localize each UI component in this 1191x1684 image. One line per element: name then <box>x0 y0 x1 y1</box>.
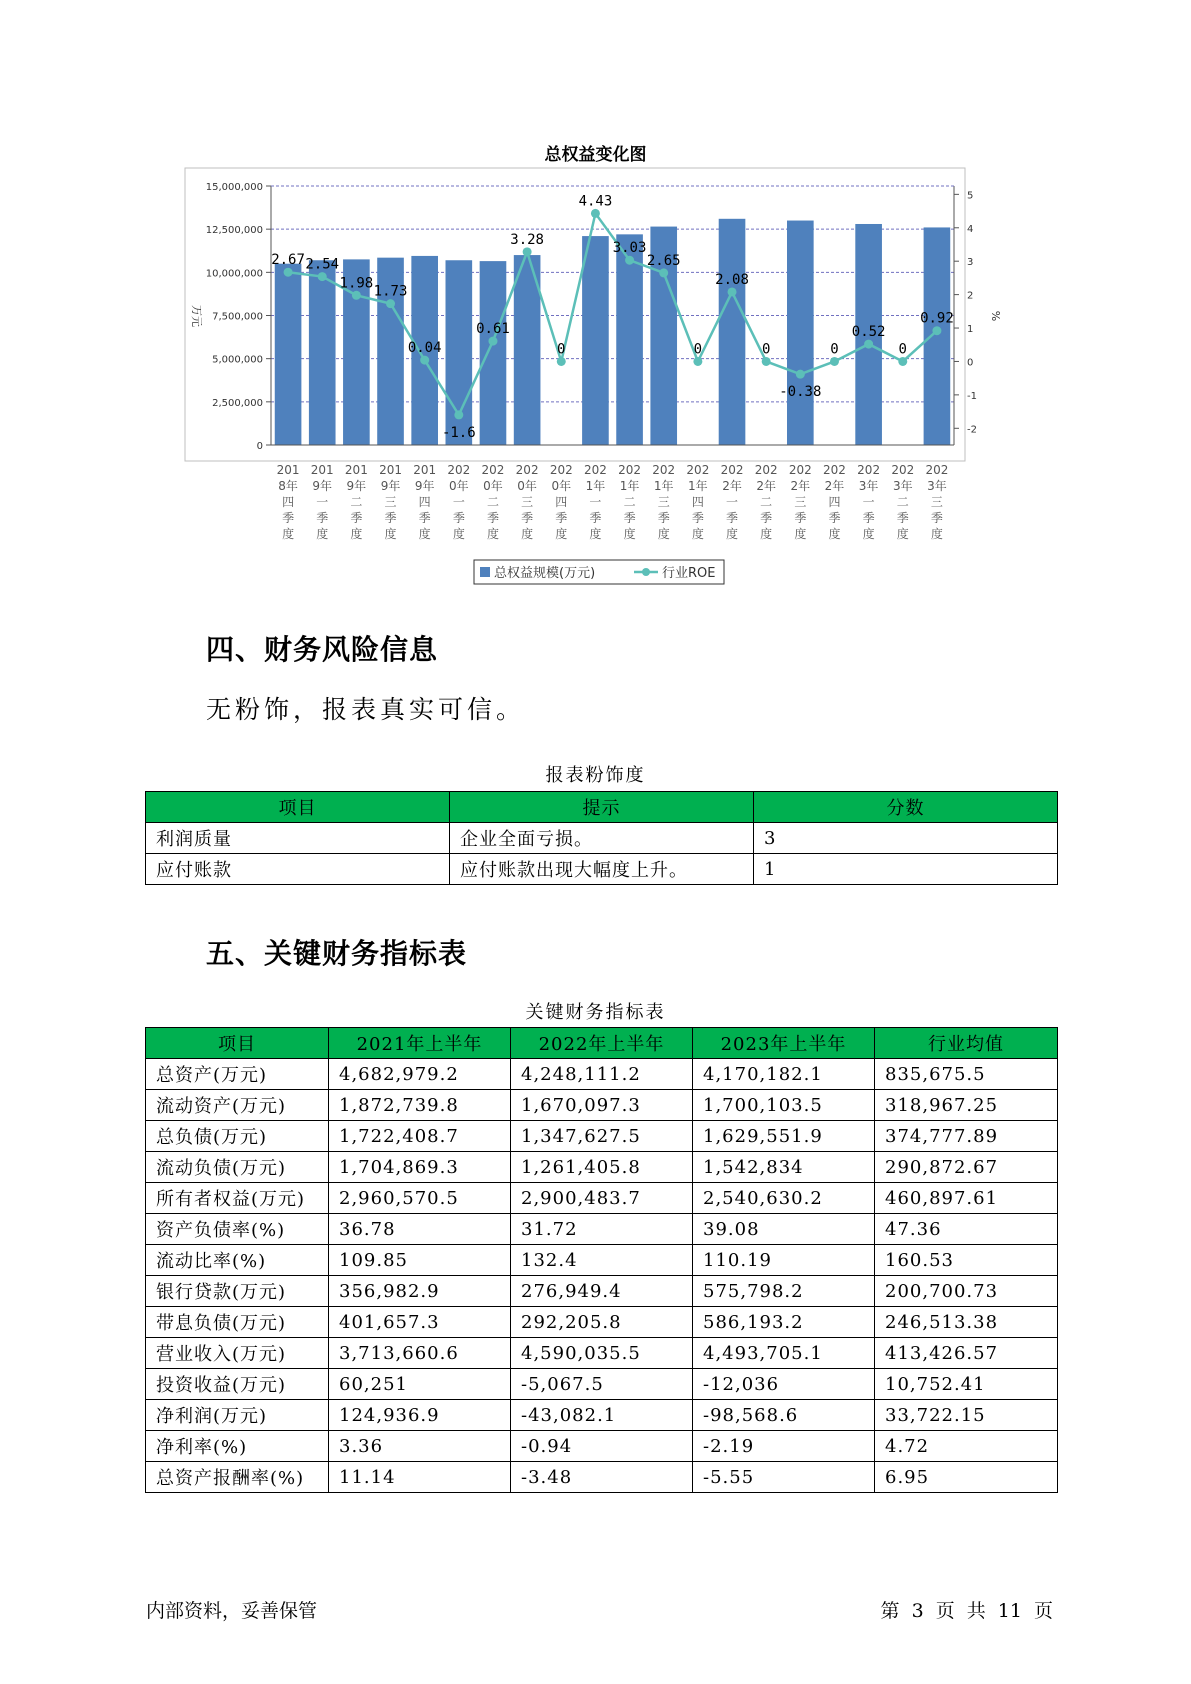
header-cell: 行业均值 <box>875 1028 1058 1059</box>
roe-data-label: 0.92 <box>920 310 954 327</box>
x-tick-label: 0年 <box>483 479 503 493</box>
y-tick-label: 7,500,000 <box>212 311 263 323</box>
x-tick-label: 二 <box>623 495 636 509</box>
x-tick-label: 季 <box>282 511 295 525</box>
bar <box>309 260 336 445</box>
x-tick-label: 度 <box>623 527 636 541</box>
roe-point <box>352 291 361 300</box>
x-tick-label: 度 <box>760 527 773 541</box>
table-cell: 401,657.3 <box>329 1307 511 1338</box>
x-tick-label: 3年 <box>892 479 913 493</box>
section-5-heading: 五、关键财务指标表 <box>206 937 468 970</box>
x-tick-label: 季 <box>930 511 943 525</box>
x-tick-label: 四 <box>418 495 431 509</box>
x-tick-label: 二 <box>760 495 773 509</box>
table-cell: 36.78 <box>329 1214 511 1245</box>
x-tick-label: 1年 <box>688 479 708 493</box>
x-tick-label: 度 <box>282 527 295 541</box>
table-row <box>146 1431 1058 1462</box>
table-row <box>146 1245 1058 1276</box>
x-tick-label: 202 <box>891 463 915 477</box>
roe-data-label: 2.54 <box>305 256 340 273</box>
table-cell: 净利润(万元) <box>146 1400 329 1431</box>
x-tick-label: 一 <box>589 495 602 509</box>
bar <box>480 261 507 445</box>
table-cell: 带息负债(万元) <box>146 1307 329 1338</box>
x-tick-label: 度 <box>828 527 841 541</box>
table-cell: -0.94 <box>511 1431 693 1462</box>
table-row <box>146 1214 1058 1245</box>
y2-tick-label: 3 <box>967 257 974 269</box>
x-tick-label: 1年 <box>653 479 674 493</box>
roe-data-label: 0.61 <box>476 321 510 338</box>
x-tick-label: 202 <box>686 463 710 477</box>
roe-point <box>932 326 941 335</box>
roe-point <box>625 256 634 265</box>
table-cell: 2,960,570.5 <box>329 1183 511 1214</box>
x-tick-label: 度 <box>418 527 431 541</box>
roe-point <box>523 247 532 256</box>
x-tick-label: 2年 <box>722 479 742 493</box>
table-cell: 4,170,182.1 <box>693 1059 875 1090</box>
table-cell: 110.19 <box>693 1245 875 1276</box>
table-cell: 3.36 <box>329 1431 511 1462</box>
table-cell: 1,670,097.3 <box>511 1090 693 1121</box>
table-cell: 1,704,869.3 <box>329 1152 511 1183</box>
table-cell: 160.53 <box>875 1245 1058 1276</box>
roe-point <box>693 357 702 366</box>
x-tick-label: 202 <box>823 463 846 477</box>
table-cell: 1,872,739.8 <box>329 1090 511 1121</box>
x-tick-label: 0年 <box>449 479 469 493</box>
table-cell: 总资产(万元) <box>146 1059 329 1090</box>
table-cell: 应付账款 <box>146 854 450 885</box>
table-cell: 1,261,405.8 <box>511 1152 693 1183</box>
table-cell: 所有者权益(万元) <box>146 1183 329 1214</box>
table-cell: 流动资产(万元) <box>146 1090 329 1121</box>
x-tick-label: 2年 <box>756 479 776 493</box>
footer-page-number: 第 3 页 共 11 页 <box>880 1600 1053 1622</box>
table-cell: 3,713,660.6 <box>329 1338 511 1369</box>
x-tick-label: 度 <box>691 527 704 541</box>
table-cell: 586,193.2 <box>693 1307 875 1338</box>
table-cell: 318,967.25 <box>875 1090 1058 1121</box>
table-row <box>146 1121 1058 1152</box>
x-tick-label: 季 <box>828 511 841 525</box>
roe-data-label: -1.6 <box>441 424 476 441</box>
table-cell: 33,722.15 <box>875 1400 1058 1431</box>
x-tick-label: 202 <box>857 463 881 477</box>
roe-data-label: 4.43 <box>578 193 613 210</box>
table-cell: 1,347,627.5 <box>511 1121 693 1152</box>
x-tick-label: 9年 <box>414 479 435 493</box>
roe-point <box>488 337 497 346</box>
table-cell: 投资收益(万元) <box>146 1369 329 1400</box>
y-axis-title: 万元 <box>190 305 203 327</box>
x-tick-label: 度 <box>452 527 465 541</box>
y2-tick-label: 2 <box>967 290 974 302</box>
y2-tick-label: -2 <box>967 424 977 436</box>
x-tick-label: 三 <box>930 495 943 509</box>
table-cell: 246,513.38 <box>875 1307 1058 1338</box>
whitewash-table <box>145 791 1058 885</box>
x-tick-label: 201 <box>379 463 402 477</box>
equity-chart <box>0 0 1191 600</box>
x-tick-label: 季 <box>896 511 909 525</box>
x-tick-label: 三 <box>657 495 670 509</box>
table-cell: 1 <box>754 854 1058 885</box>
x-tick-label: 201 <box>344 463 368 477</box>
table-cell: -98,568.6 <box>693 1400 875 1431</box>
table-cell: 企业全面亏损。 <box>450 823 754 854</box>
header-cell: 2023年上半年 <box>693 1028 875 1059</box>
x-tick-label: 季 <box>555 511 568 525</box>
table-cell: 276,949.4 <box>511 1276 693 1307</box>
roe-data-label: 1.73 <box>373 283 408 300</box>
header-cell: 分数 <box>754 792 1058 823</box>
footer-confidential: 内部资料，妥善保管 <box>146 1600 318 1622</box>
table-cell: 1,629,551.9 <box>693 1121 875 1152</box>
x-tick-label: 季 <box>486 511 499 525</box>
roe-point <box>386 299 395 308</box>
x-tick-label: 0年 <box>551 479 572 493</box>
x-tick-label: 三 <box>794 495 807 509</box>
x-tick-label: 一 <box>726 495 739 509</box>
x-tick-label: 季 <box>589 511 602 525</box>
x-tick-label: 度 <box>896 527 909 541</box>
y2-axis-title: % <box>989 310 1002 322</box>
roe-data-label: 2.65 <box>646 252 681 269</box>
roe-data-label: 0 <box>830 341 839 358</box>
x-tick-label: 季 <box>657 511 670 525</box>
table-cell: 60,251 <box>329 1369 511 1400</box>
table-row <box>146 823 1058 854</box>
x-tick-label: 二 <box>896 495 909 509</box>
table-header-row <box>146 792 1058 823</box>
table-cell: 2,540,630.2 <box>693 1183 875 1214</box>
table-cell: 1,542,834 <box>693 1152 875 1183</box>
x-tick-label: 202 <box>549 463 573 477</box>
table-cell: 4,493,705.1 <box>693 1338 875 1369</box>
x-tick-label: 一 <box>452 495 465 509</box>
table-cell: 292,205.8 <box>511 1307 693 1338</box>
table-cell: 4,682,979.2 <box>329 1059 511 1090</box>
bar <box>787 221 814 445</box>
x-tick-label: 一 <box>862 495 875 509</box>
x-tick-label: 2年 <box>790 479 811 493</box>
header-cell: 项目 <box>146 1028 329 1059</box>
table-cell: -12,036 <box>693 1369 875 1400</box>
table-row <box>146 1152 1058 1183</box>
table-cell: -3.48 <box>511 1462 693 1493</box>
table-cell: 460,897.61 <box>875 1183 1058 1214</box>
table-cell: 4.72 <box>875 1431 1058 1462</box>
roe-point <box>318 272 327 281</box>
table-cell: 11.14 <box>329 1462 511 1493</box>
roe-data-label: 0 <box>693 341 703 358</box>
table-cell: 290,872.67 <box>875 1152 1058 1183</box>
roe-data-label: 1.98 <box>339 275 374 292</box>
table-row <box>146 854 1058 885</box>
table-cell: 1,722,408.7 <box>329 1121 511 1152</box>
x-tick-label: 季 <box>862 511 875 525</box>
x-tick-label: 202 <box>447 463 471 477</box>
roe-data-label: 3.28 <box>510 231 544 248</box>
table-cell: 2,900,483.7 <box>511 1183 693 1214</box>
roe-point <box>762 357 771 366</box>
roe-data-label: 0.52 <box>851 324 886 341</box>
x-tick-label: 2年 <box>824 479 845 493</box>
table-cell: 39.08 <box>693 1214 875 1245</box>
x-tick-label: 度 <box>521 527 534 541</box>
table-cell: 413,426.57 <box>875 1338 1058 1369</box>
x-tick-label: 度 <box>350 527 363 541</box>
x-tick-label: 0年 <box>517 479 537 493</box>
x-tick-label: 1年 <box>619 479 640 493</box>
y2-tick-label: 4 <box>967 223 974 235</box>
x-tick-label: 度 <box>555 527 568 541</box>
x-tick-label: 二 <box>486 495 499 509</box>
x-tick-label: 202 <box>481 463 505 477</box>
x-tick-label: 202 <box>925 463 949 477</box>
x-tick-label: 季 <box>418 511 431 525</box>
x-tick-label: 9年 <box>346 479 367 493</box>
x-tick-label: 9年 <box>380 479 401 493</box>
x-tick-label: 季 <box>521 511 534 525</box>
table-cell: 31.72 <box>511 1214 693 1245</box>
x-tick-label: 9年 <box>312 479 333 493</box>
table-row <box>146 1183 1058 1214</box>
x-tick-label: 度 <box>930 527 943 541</box>
x-tick-label: 季 <box>384 511 397 525</box>
roe-point <box>864 340 873 349</box>
table-cell: 575,798.2 <box>693 1276 875 1307</box>
y-tick-label: 0 <box>256 441 263 452</box>
header-cell: 2022年上半年 <box>511 1028 693 1059</box>
section-4-text: 无粉饰，报表真实可信。 <box>206 695 526 724</box>
x-tick-label: 四 <box>555 495 568 509</box>
x-tick-label: 一 <box>316 495 329 509</box>
x-tick-label: 度 <box>316 527 329 541</box>
x-tick-label: 3年 <box>927 479 947 493</box>
table-row <box>146 1276 1058 1307</box>
x-tick-label: 202 <box>720 463 744 477</box>
table-cell: 应付账款出现大幅度上升。 <box>450 854 754 885</box>
header-cell: 2021年上半年 <box>329 1028 511 1059</box>
table-cell: 总负债(万元) <box>146 1121 329 1152</box>
table-cell: 47.36 <box>875 1214 1058 1245</box>
roe-point <box>420 356 429 365</box>
x-tick-label: 季 <box>691 511 704 525</box>
table-cell: 净利率(%) <box>146 1431 329 1462</box>
x-tick-label: 季 <box>350 511 363 525</box>
x-tick-label: 201 <box>310 463 334 477</box>
y-tick-label: 12,500,000 <box>205 225 263 237</box>
x-tick-label: 三 <box>521 495 534 509</box>
table-cell: 流动比率(%) <box>146 1245 329 1276</box>
y-tick-label: 5,000,000 <box>212 354 263 366</box>
roe-point <box>796 370 805 379</box>
x-tick-label: 202 <box>618 463 642 477</box>
table-row <box>146 1059 1058 1090</box>
table-cell: 6.95 <box>875 1462 1058 1493</box>
table-cell: 4,248,111.2 <box>511 1059 693 1090</box>
bar <box>924 227 951 445</box>
header-cell: 项目 <box>146 792 450 823</box>
table-1-caption: 报表粉饰度 <box>545 765 646 786</box>
roe-data-label: 2.67 <box>271 252 305 269</box>
x-tick-label: 季 <box>760 511 773 525</box>
x-tick-label: 四 <box>282 495 295 509</box>
table-cell: 流动负债(万元) <box>146 1152 329 1183</box>
table-cell: 200,700.73 <box>875 1276 1058 1307</box>
roe-data-label: 0 <box>557 341 566 358</box>
table-cell: 374,777.89 <box>875 1121 1058 1152</box>
x-tick-label: 季 <box>726 511 739 525</box>
x-tick-label: 度 <box>384 527 397 541</box>
x-tick-label: 度 <box>794 527 807 541</box>
table-row <box>146 1090 1058 1121</box>
y2-tick-label: -1 <box>967 390 977 402</box>
bar <box>719 219 746 445</box>
section-4-heading: 四、财务风险信息 <box>206 633 439 666</box>
y-tick-label: 2,500,000 <box>212 397 263 409</box>
chart-title: 总权益变化图 <box>544 145 647 165</box>
legend-label-bar: 总权益规模(万元) <box>494 566 596 581</box>
x-tick-label: 季 <box>794 511 807 525</box>
table-cell: 银行贷款(万元) <box>146 1276 329 1307</box>
x-tick-label: 三 <box>384 495 397 509</box>
legend-swatch-point <box>642 568 650 576</box>
x-tick-label: 度 <box>657 527 670 541</box>
x-tick-label: 季 <box>623 511 636 525</box>
x-tick-label: 202 <box>788 463 812 477</box>
roe-point <box>830 357 839 366</box>
x-tick-label: 202 <box>583 463 607 477</box>
x-tick-label: 201 <box>413 463 437 477</box>
roe-data-label: -0.38 <box>779 384 822 401</box>
y2-tick-label: 1 <box>967 324 974 336</box>
roe-point <box>659 268 668 277</box>
x-tick-label: 202 <box>652 463 676 477</box>
x-tick-label: 1年 <box>585 479 606 493</box>
y2-tick-label: 0 <box>967 357 974 369</box>
y-tick-label: 10,000,000 <box>205 268 263 280</box>
legend-label-line: 行业ROE <box>662 566 716 581</box>
table-row <box>146 1338 1058 1369</box>
x-tick-label: 二 <box>350 495 363 509</box>
x-tick-label: 3年 <box>858 479 879 493</box>
table-cell: 总资产报酬率(%) <box>146 1462 329 1493</box>
roe-data-label: 0 <box>761 341 771 358</box>
roe-data-label: 0 <box>898 341 907 358</box>
x-tick-label: 四 <box>691 495 704 509</box>
table-cell: 3 <box>754 823 1058 854</box>
x-tick-label: 度 <box>589 527 602 541</box>
bar <box>275 264 302 445</box>
table-cell: -2.19 <box>693 1431 875 1462</box>
roe-point <box>284 268 293 277</box>
table-2-caption: 关键财务指标表 <box>525 1002 666 1023</box>
table-header-row <box>146 1028 1058 1059</box>
roe-data-label: 3.03 <box>612 240 647 257</box>
table-cell: 109.85 <box>329 1245 511 1276</box>
legend-swatch-bar <box>480 567 490 577</box>
x-tick-label: 度 <box>486 527 499 541</box>
chart-frame <box>185 168 965 461</box>
table-cell: -5,067.5 <box>511 1369 693 1400</box>
x-tick-label: 202 <box>515 463 539 477</box>
table-cell: 1,700,103.5 <box>693 1090 875 1121</box>
roe-data-label: 2.08 <box>715 271 749 288</box>
table-cell: -5.55 <box>693 1462 875 1493</box>
roe-point <box>454 410 463 419</box>
roe-point <box>591 209 600 218</box>
x-tick-label: 202 <box>754 463 778 477</box>
header-cell: 提示 <box>450 792 754 823</box>
y-tick-label: 15,000,000 <box>205 182 263 193</box>
x-tick-label: 度 <box>726 527 739 541</box>
bar <box>582 236 609 445</box>
table-row <box>146 1369 1058 1400</box>
x-tick-label: 201 <box>276 463 300 477</box>
x-tick-label: 季 <box>452 511 465 525</box>
roe-point <box>898 357 907 366</box>
x-tick-label: 四 <box>828 495 841 509</box>
table-row <box>146 1462 1058 1493</box>
table-row <box>146 1400 1058 1431</box>
table-cell: 835,675.5 <box>875 1059 1058 1090</box>
table-cell: 4,590,035.5 <box>511 1338 693 1369</box>
table-cell: 营业收入(万元) <box>146 1338 329 1369</box>
roe-data-label: 0.04 <box>407 340 442 357</box>
table-cell: 132.4 <box>511 1245 693 1276</box>
x-tick-label: 季 <box>316 511 329 525</box>
table-cell: 10,752.41 <box>875 1369 1058 1400</box>
roe-point <box>728 287 737 296</box>
table-cell: 资产负债率(%) <box>146 1214 329 1245</box>
roe-point <box>557 357 566 366</box>
table-cell: -43,082.1 <box>511 1400 693 1431</box>
table-cell: 利润质量 <box>146 823 450 854</box>
x-tick-label: 度 <box>862 527 875 541</box>
bar <box>616 234 643 445</box>
key-indicators-table <box>145 1027 1058 1493</box>
table-row <box>146 1307 1058 1338</box>
x-tick-label: 8年 <box>278 479 298 493</box>
table-cell: 356,982.9 <box>329 1276 511 1307</box>
y2-tick-label: 5 <box>967 190 974 202</box>
table-cell: 124,936.9 <box>329 1400 511 1431</box>
